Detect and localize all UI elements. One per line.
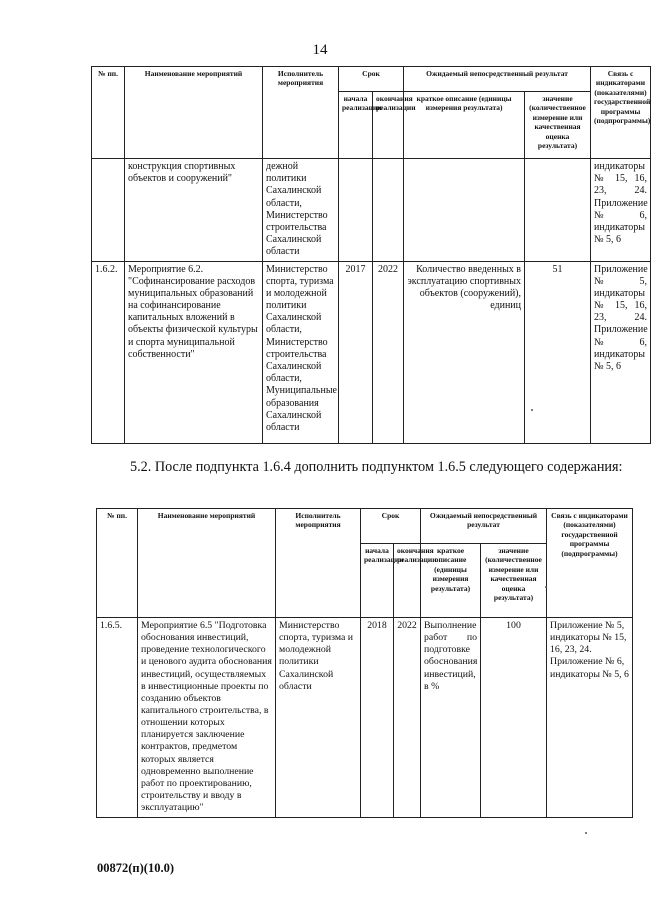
header-result-value: значение (количественное измерение или качественная оценка результата) [481,544,547,618]
amendment-text: 5.2. После подпункта 1.6.4 дополнить подпунктом 1.6.5 следующего содержания: [130,459,623,475]
row-value: 51 [525,261,591,443]
header-result-value: значение (количественное измерение или качественная оценка результата) [525,92,591,159]
page-number: 14 [312,42,328,58]
header-term-start: начала реализации [339,92,373,159]
table-row [92,261,651,443]
row-executor: Министерство спорта, туризма и молодежной политики Сахалинской области, Министерство строительства Сахалинской области, Муниципальные образования Сахалинской области [263,261,339,443]
row-desc [404,159,525,262]
header-executor: Исполнитель мероприятия [263,67,339,159]
header-name: Наименование мероприятий [138,509,276,618]
row-start: 2018 [361,618,394,818]
header-result: Ожидаемый непосредственный результат [404,67,591,92]
row-end: 2022 [373,261,404,443]
header-link: Связь с индикаторами (показателями) государственной программы (подпрограммы) [547,509,633,618]
scan-speck [531,409,533,411]
scan-speck [545,586,547,588]
row-start: 2017 [339,261,373,443]
measures-table-new-item [96,508,633,818]
table-row [97,618,633,818]
row-num: 1.6.2. [92,261,125,443]
row-link: Приложение № 5, индикаторы № 15, 16, 23, 24. Приложение № 6, индикаторы № 5, 6 [591,261,651,443]
row-executor: дежной политики Сахалинской области, Министерство строительства Сахалинской области [263,159,339,262]
row-end: 2022 [394,618,421,818]
header-result-desc: краткое описание (единицы измерения результата) [404,92,525,159]
row-num: 1.6.5. [97,618,138,818]
row-value [525,159,591,262]
header-result: Ожидаемый непосредственный результат [421,509,547,544]
header-term-start: начала реализации [361,544,394,618]
row-link: Приложение № 5, индикаторы № 15, 16, 23, 24. Приложение № 6, индикаторы № 5, 6 [547,618,633,818]
table-row [92,159,651,262]
header-result-desc: краткое описание (единицы измерения результата) [421,544,481,618]
scan-speck [585,832,587,834]
header-num: № пп. [97,509,138,618]
row-start [339,159,373,262]
row-num [92,159,125,262]
row-name: Мероприятие 6.2. "Софинансирование расходов муниципальных образований на софинансирование капитальных вложений в объекты физической культуры и спорта муниципальной собственности" [125,261,263,443]
header-executor: Исполнитель мероприятия [276,509,361,618]
header-term: Срок [339,67,404,92]
amendment-paragraph [95,452,625,483]
row-name: конструкция спортивных объектов и сооружений" [125,159,263,262]
row-end [373,159,404,262]
row-executor: Министерство спорта, туризма и молодежной политики Сахалинской области [276,618,361,818]
header-term: Срок [361,509,421,544]
row-desc: Выполнение работ по подготовке обоснования инвестиций, в % [421,618,481,818]
row-value: 100 [481,618,547,818]
row-link: индикаторы № 15, 16, 23, 24. Приложение № 6, индикаторы № 5, 6 [591,159,651,262]
document-code: 00872(п)(10.0) [97,861,174,875]
header-link: Связь с индикаторами (показателями) государственной программы (подпрограммы) [591,67,651,159]
header-term-end: окончания реализации [394,544,421,618]
row-desc: Количество введенных в эксплуатацию спортивных объектов (сооружений), единиц [404,261,525,443]
header-name: Наименование мероприятий [125,67,263,159]
header-term-end: окончания реализации [373,92,404,159]
row-name: Мероприятие 6.5 "Подготовка обоснования инвестиций, проведение технологического и ценового аудита обоснования инвестиций, осуществляемых в инвестиционные проекты по созданию объектов капитального строительства, в отношении которых планируется заключение контрактов, предметом которых является одновременно выполнение работ по проектированию, строительству и вводу в эксплуатацию" [138,618,276,818]
measures-table-continued [91,66,651,444]
header-num: № пп. [92,67,125,159]
